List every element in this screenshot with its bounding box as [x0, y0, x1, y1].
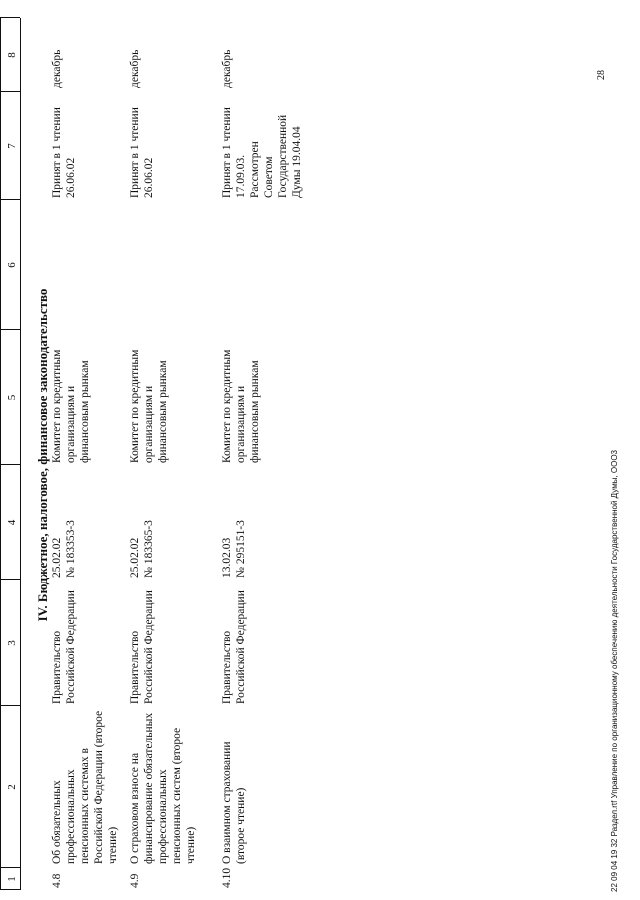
column-number-2: 2 [6, 784, 18, 790]
table-top-border [0, 18, 1, 890]
deadline-month: декабрь [129, 49, 141, 88]
bill-author: Правительство Российской Федерации [129, 590, 155, 704]
column-number-6: 6 [6, 262, 18, 268]
column-number-4: 4 [6, 519, 18, 526]
responsible-committee: Комитет по кредитным организациям и финансовым рынкам [129, 349, 169, 463]
row-number: 4.8 [51, 873, 63, 888]
reading-status: Принят в 1 чтении 26.06.02 [129, 107, 155, 198]
bill-title: О взаимном страховании (второе чтение) [221, 741, 247, 864]
registration-date-number: 13.02.03 № 295151-3 [221, 520, 247, 578]
row-number: 4.9 [129, 873, 141, 888]
column-number-5: 5 [6, 394, 18, 401]
bill-title: О страховом взносе на финансирование обязательных профессиональных пенсионных систем (второе чтение) [129, 712, 197, 864]
print-footer: 22 09 04 19 32 Раздел.rtf Управление по организационному обеспечению деятельности Государственной Думы, ООО3 [610, 449, 619, 892]
column-number-8: 8 [6, 52, 18, 58]
header-row-bottom-border [20, 18, 21, 890]
column-number-1: 1 [6, 876, 18, 882]
bill-author: Правительство Российской Федерации [221, 590, 247, 704]
responsible-committee: Комитет по кредитным организациям и финансовым рынкам [51, 349, 91, 463]
column-number-7: 7 [6, 143, 18, 149]
responsible-committee: Комитет по кредитным организациям и финансовым рынкам [221, 349, 261, 463]
section-title: IV. Бюджетное, налоговое, финансовое законодательство [35, 288, 50, 622]
bill-title: Об обязательных профессиональных пенсионных системах в Российской Федерации (второе чтение) [51, 710, 119, 864]
column-number-3: 3 [6, 640, 18, 646]
deadline-month: декабрь [221, 49, 233, 88]
bill-author: Правительство Российской Федерации [51, 590, 77, 704]
row-number: 4.10 [221, 867, 233, 888]
reading-status: Принят в 1 чтении 26.06.02 [51, 107, 77, 198]
page-number: 28 [596, 70, 607, 80]
deadline-month: декабрь [51, 49, 63, 88]
registration-date-number: 25.02.02 № 183353-3 [51, 520, 77, 578]
registration-date-number: 25.02.02 № 183365-3 [129, 520, 155, 578]
reading-status: Принят в 1 чтении 17.09.03. Рассмотрен Советом Государственной Думы 19.04.04 [221, 107, 303, 198]
